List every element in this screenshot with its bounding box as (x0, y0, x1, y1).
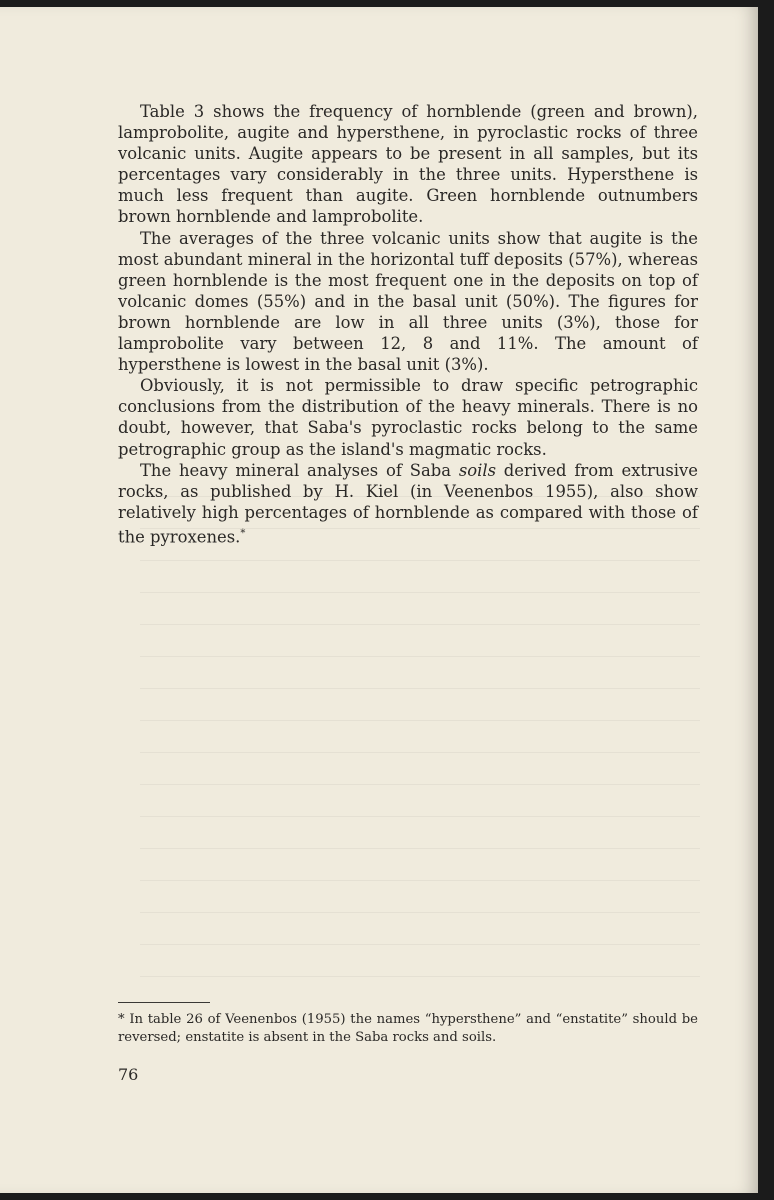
paragraph-3: Obviously, it is not permissible to draw specific petrographic conclusions from the distribution of the heavy minerals. There is no doubt, however, that Saba's pyroclastic rocks belong to the same petrographic group as the island's magmatic rocks. (118, 376, 698, 459)
footnote-marker: * (240, 527, 246, 539)
book-page (0, 7, 758, 1193)
paragraph-4-italic: soils (458, 460, 496, 480)
body-text (118, 101, 698, 547)
paragraph-4 (118, 460, 698, 548)
paragraph-4-start: The heavy mineral analyses of Saba (140, 460, 459, 480)
show-through-texture (140, 477, 700, 977)
paragraph-2: The averages of the three volcanic units show that augite is the most abundant mineral in the horizontal tuff deposits (57%), whereas green hornblende is the most frequent one in the deposits on top of volcanic domes (55%) and in the basal unit (50%). The figures for brown hornblende are low in all three units (3%), those for lamprobolite vary between 12, 8 and 11%. The amount of hypersthene is lowest in the basal unit (3%). (118, 228, 698, 375)
footnote: * In table 26 of Veenenbos (1955) the names “hypersthene” and “enstatite” should be reversed; enstatite is absent in the Saba rocks and soils. (118, 1012, 698, 1045)
paragraph-4-end: derived from extrusive rocks, as published by H. Kiel (in Veenenbos 1955), also show relatively high percentages of hornblende as compared with those of the pyroxenes. (118, 460, 698, 547)
paragraph-1: Table 3 shows the frequency of hornblende (green and brown), lamprobolite, augite and hypersthene, in pyroclastic rocks of three volcanic units. Augite appears to be present in all samples, but its percentages vary considerably in the three units. Hypersthene is much less frequent than augite. Green hornblende outnumbers brown hornblende and lamprobolite. (118, 102, 698, 227)
page-number: 76 (118, 1065, 139, 1084)
footnote-divider (118, 1002, 210, 1003)
